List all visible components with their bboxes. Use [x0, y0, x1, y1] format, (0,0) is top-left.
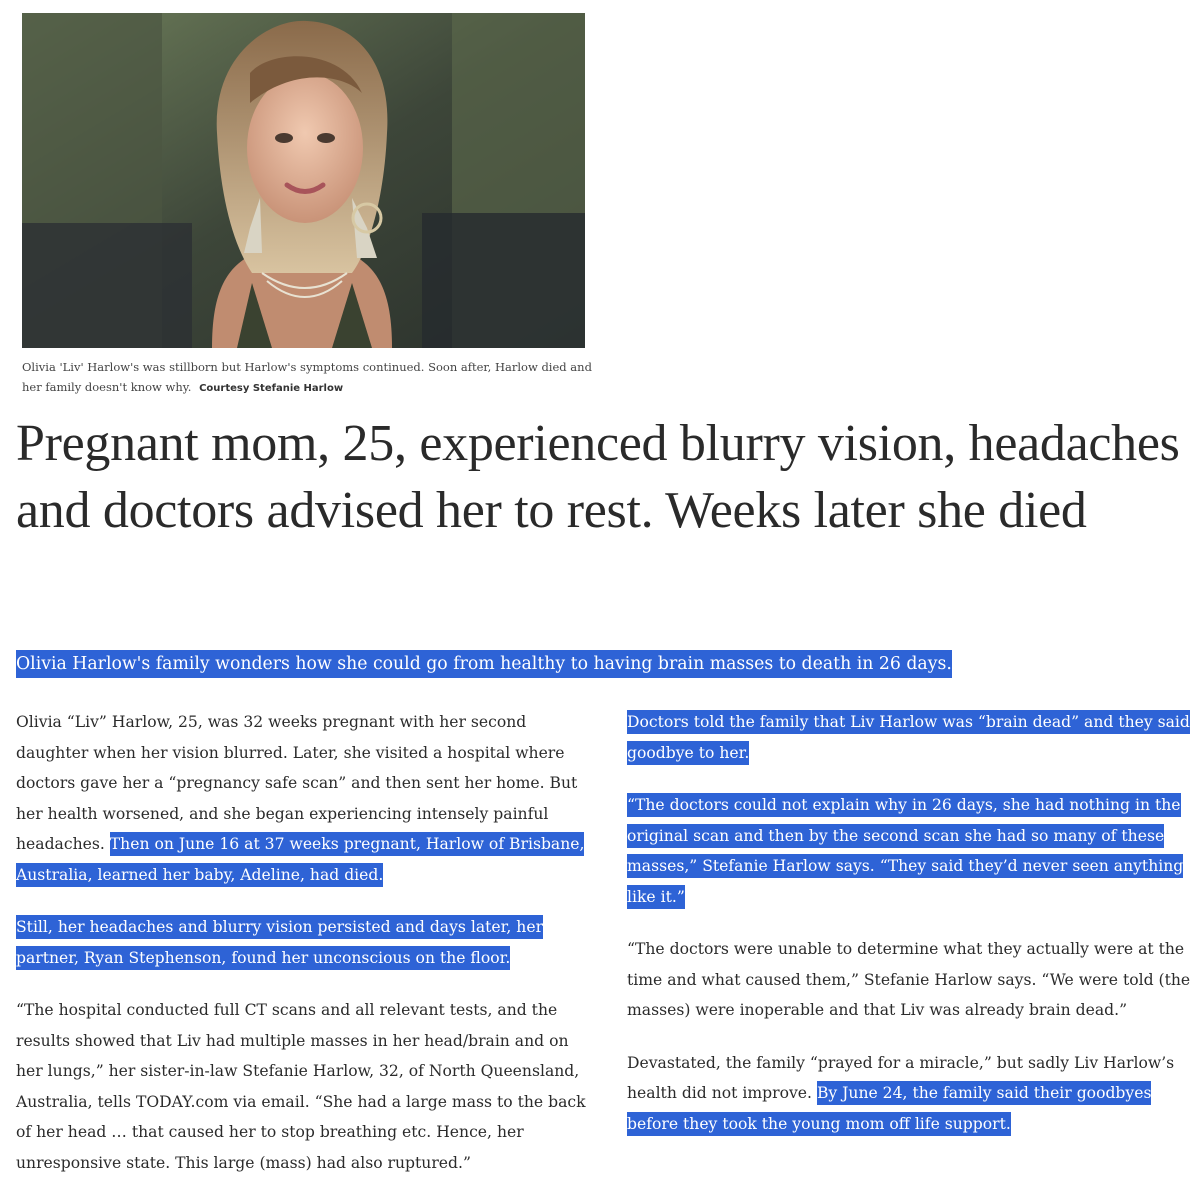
paragraph [627, 790, 1192, 912]
dek-highlight: Olivia Harlow's family wonders how she could go from healthy to having brain masses to death in 26 days. [16, 650, 952, 678]
article-column-left [16, 707, 598, 1200]
paragraph-text: Olivia “Liv” Harlow, 25, was 32 weeks pregnant with her second daughter when her vision blurred. Later, she visited a hospital where doctors gave her a “pregnancy safe scan” and then sent her home. But her health worsened, and she began experiencing intensely painful headaches. [16, 713, 578, 853]
photo-credit: Courtesy Stefanie Harlow [199, 383, 344, 394]
paragraph-text: Devastated, the family “prayed for a miracle,” but sadly Liv Harlow’s health did not improve. [627, 1053, 1175, 1102]
paragraph [627, 707, 1192, 768]
portrait-photo-icon [22, 13, 585, 348]
highlighted-text: Then on June 16 at 37 weeks pregnant, Harlow of Brisbane, Australia, learned her baby, Adeline, had died. [16, 832, 584, 887]
article-headline: Pregnant mom, 25, experienced blurry vision, headaches and doctors advised her to rest. Weeks later she died [16, 415, 1180, 539]
article-dek [16, 646, 952, 682]
paragraph-text: “The doctors were unable to determine what they actually were at the time and what caused them,” Stefanie Harlow says. “We were told (the masses) were inoperable and that Liv was already brain dead.” [627, 940, 1191, 1019]
paragraph [627, 934, 1192, 1026]
paragraph [627, 1048, 1192, 1140]
highlighted-text: By June 24, the family said their goodbyes before they took the young mom off life support. [627, 1081, 1151, 1136]
paragraph [16, 912, 598, 973]
highlighted-text: “The doctors could not explain why in 26 days, she had nothing in the original scan and then by the second scan she had so many of these masses,” Stefanie Harlow says. “They said they’d never seen anything like it.” [627, 793, 1183, 909]
photo-caption [22, 357, 592, 399]
paragraph [16, 995, 598, 1178]
highlighted-text: Doctors told the family that Liv Harlow was “brain dead” and they said goodbye to her. [627, 710, 1190, 765]
paragraph [16, 707, 598, 890]
caption-text: Olivia 'Liv' Harlow's was stillborn but Harlow's symptoms continued. Soon after, Harlow died and her family doesn't know why. [22, 360, 592, 394]
article-photo [22, 13, 585, 348]
paragraph-text: “The hospital conducted full CT scans and all relevant tests, and the results showed that Liv had multiple masses in her head/brain and on her lungs,” her sister-in-law Stefanie Harlow, 32, of North Queensland, Australia, tells TODAY.com via email. “She had a large mass to the back of her head … that caused her to stop breathing etc. Hence, her unresponsive state. This large (mass) had also ruptured.” [16, 1001, 586, 1172]
article-column-right [627, 707, 1192, 1161]
highlighted-text: Still, her headaches and blurry vision persisted and days later, her partner, Ryan Stephenson, found her unconscious on the floor. [16, 915, 543, 970]
